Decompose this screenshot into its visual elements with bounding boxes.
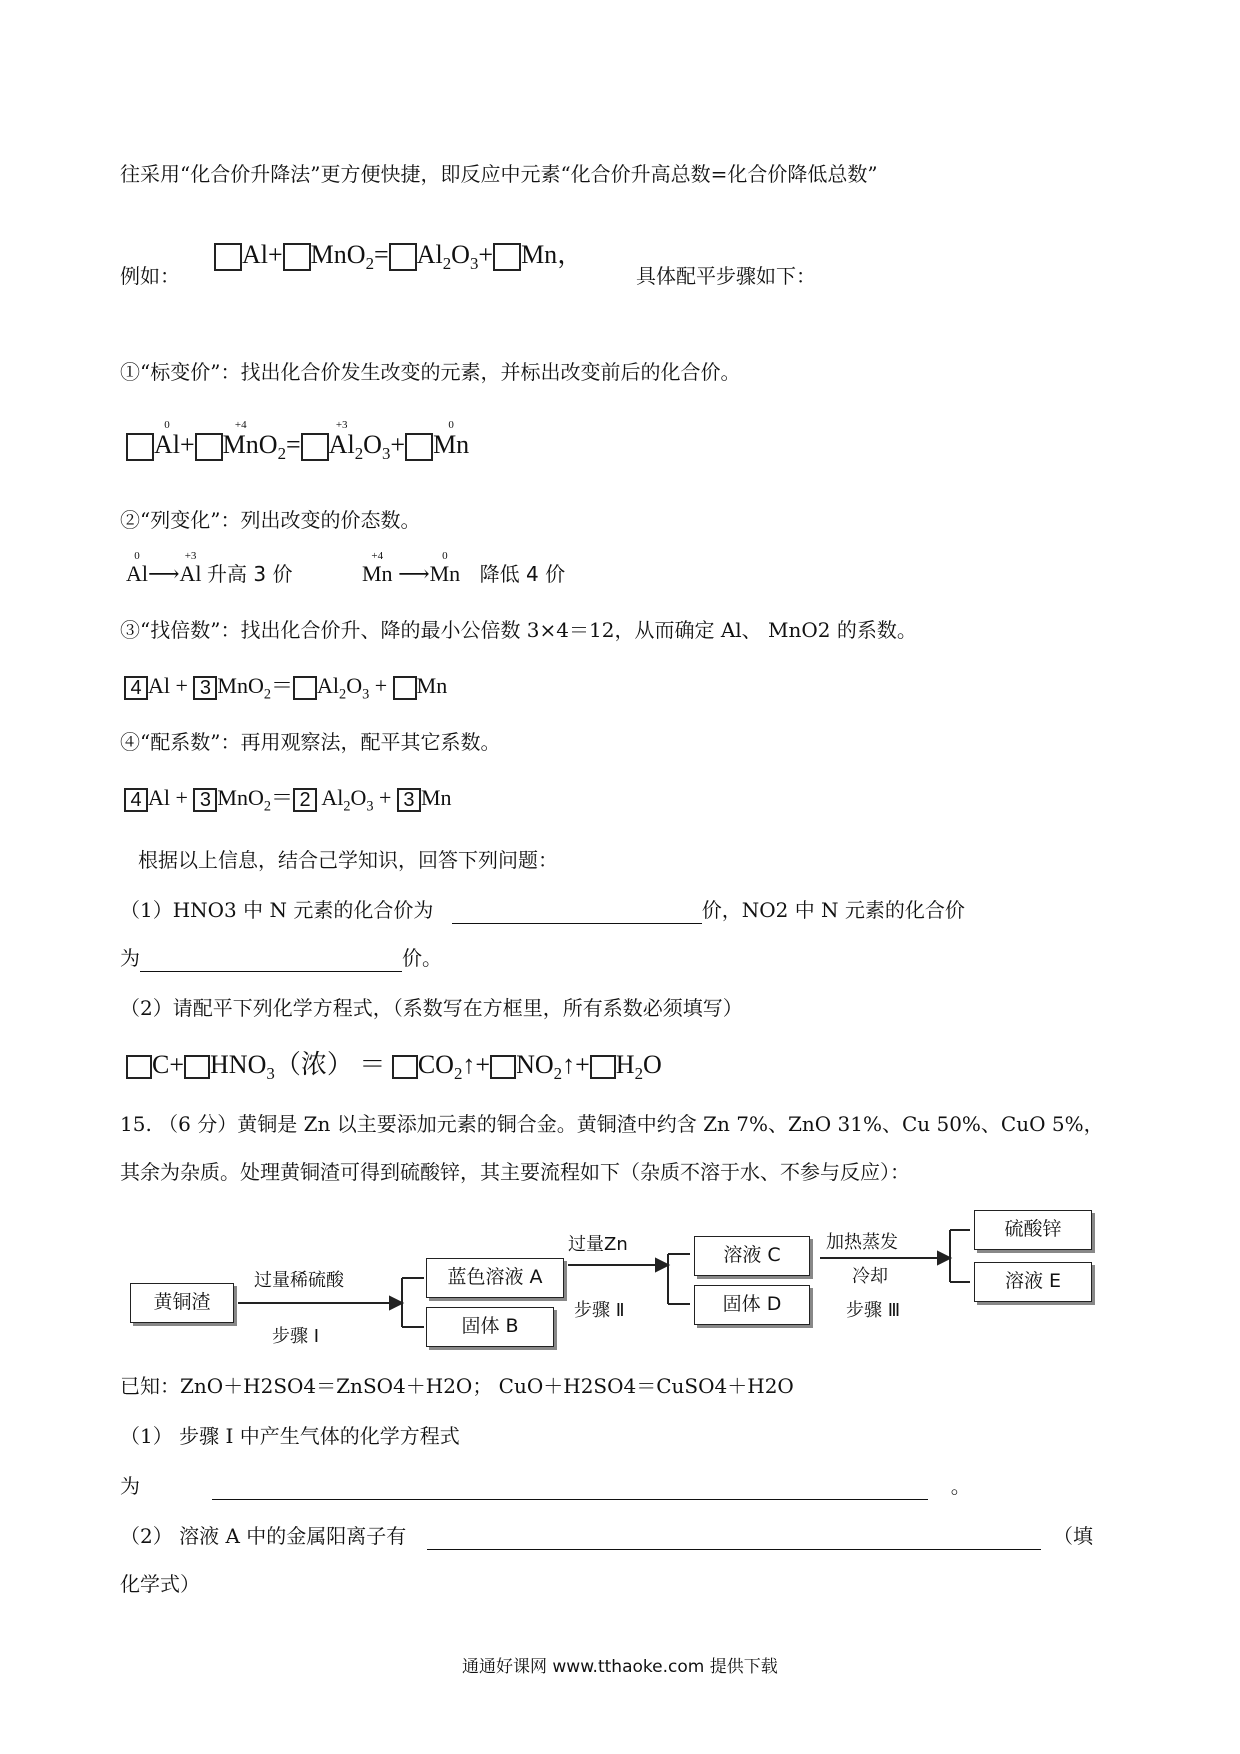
q15-line2: 其余为杂质。处理黄铜渣可得到硫酸锌，其主要流程如下（杂质不溶于水、不参与反应）： [120,1160,910,1184]
step2-mn-change: +4 Mn ⟶ 0 Mn 降低 4 价 [362,550,566,586]
flow-arrow3-step: 步骤 Ⅲ [846,1300,901,1321]
flow-node-solution-e: 溶液 E [974,1262,1092,1302]
step3-text: ③“找倍数”：找出化合价升、降的最小公倍数 3×4＝12，从而确定 Al、 MnO2 的系数。 [120,618,917,642]
coef-box-filled[interactable]: 3 [193,676,217,700]
step1-equation: 0 Al+ +4 MnO$_2$= +3 $Al_2O_3+$ 0 Mn [126,428,469,471]
formula-mno2: MnO [310,240,366,269]
flow-arrow2-step: 步骤 Ⅱ [574,1300,625,1321]
sub1-line2: 为 。 [120,1474,971,1498]
flow-node-solution-a: 蓝色溶液 A [426,1258,564,1298]
coef-box-filled[interactable]: 3 [193,788,217,812]
step3-equation: 4 Al + 3 $MnO_2= Al_2O_3 + Mn$ [124,672,447,708]
step2-text: ②“列变化”：列出改变的价态数。 [120,508,421,532]
example-suffix: 具体配平步骤如下： [636,264,816,288]
q2-text: （2）请配平下列化学方程式，（系数写在方框里，所有系数必须填写） [120,996,743,1020]
coef-box-filled[interactable]: 4 [124,676,148,700]
example-equation: $Al+ MnO_2= Al_2O_3+ Mn$， [214,238,583,281]
plus-sign: + [268,240,283,269]
flow-node-solid-d: 固体 D [694,1285,810,1325]
answer-blank[interactable] [427,1549,1041,1550]
questions-intro: 根据以上信息，结合己学知识，回答下列问题： [138,848,558,872]
sub2-line1: （2） 溶液 A 中的金属阳离子有 （填 [120,1524,1093,1548]
sub2-line2: 化学式） [120,1572,200,1596]
q15-line1: 15. （6 分）黄铜是 Zn 以主要添加元素的铜合金。黄铜渣中约含 Zn 7%、ZnO 31%、Cu 50%、CuO 5%， [120,1112,1104,1136]
flow-node-start: 黄铜渣 [130,1283,234,1323]
flow-node-solid-b: 固体 B [426,1307,554,1347]
formula-mn: Mn [521,240,558,269]
flow-node-znso4: 硫酸锌 [974,1210,1092,1250]
step2-al-change: 0 Al⟶ +3 Al 升高 3 价 [126,550,293,586]
flow-arrow2-label: 过量Zn [568,1234,628,1255]
equals-sign: = [374,240,389,269]
step4-equation: 4 Al + 3 MnO$_2$＝ 2 $Al_2O_3 + 3$ Mn [124,784,452,820]
known-equations: 已知：ZnO＋H2SO4＝ZnSO4＋H2O； CuO＋H2SO4＝CuSO4＋H2O [120,1374,794,1398]
intro-line: 往采用“化合价升降法”更方便快捷，即反应中元素“化合价升高总数=化合价降低总数” [120,162,878,186]
coef-box-filled[interactable]: 2 [293,788,317,812]
flow-arrow1-step: 步骤 Ⅰ [272,1326,320,1347]
q2-equation: $C+ HNO_3$（浓） ＝ $CO_2↑+$ $NO_2↑+ H_2O$ [126,1048,662,1091]
flow-arrow3-sub: 冷却 [852,1266,888,1287]
step1-text: ①“标变价”：找出化合价发生改变的元素，并标出改变前后的化合价。 [120,360,741,384]
flow-arrow3-label: 加热蒸发 [826,1232,898,1253]
example-prefix: 例如： [120,264,180,288]
q1-line1: （1）HNO3 中 N 元素的化合价为 价，NO2 中 N 元素的化合价 [120,898,965,922]
page-footer: 通通好课网 www.tthaoke.com 提供下载 [462,1657,778,1677]
coef-box-filled[interactable]: 4 [124,788,148,812]
answer-blank[interactable] [212,1499,928,1500]
flow-node-solution-c: 溶液 C [694,1236,810,1276]
q1-line2: 为 价。 [120,946,442,970]
coef-box-filled[interactable]: 3 [397,788,421,812]
step4-text: ④“配系数”：再用观察法，配平其它系数。 [120,730,501,754]
formula-al: Al [242,240,268,269]
sub1-line1: （1） 步骤 Ⅰ 中产生气体的化学方程式 [120,1424,460,1448]
flow-arrow1-label: 过量稀硫酸 [254,1270,344,1291]
